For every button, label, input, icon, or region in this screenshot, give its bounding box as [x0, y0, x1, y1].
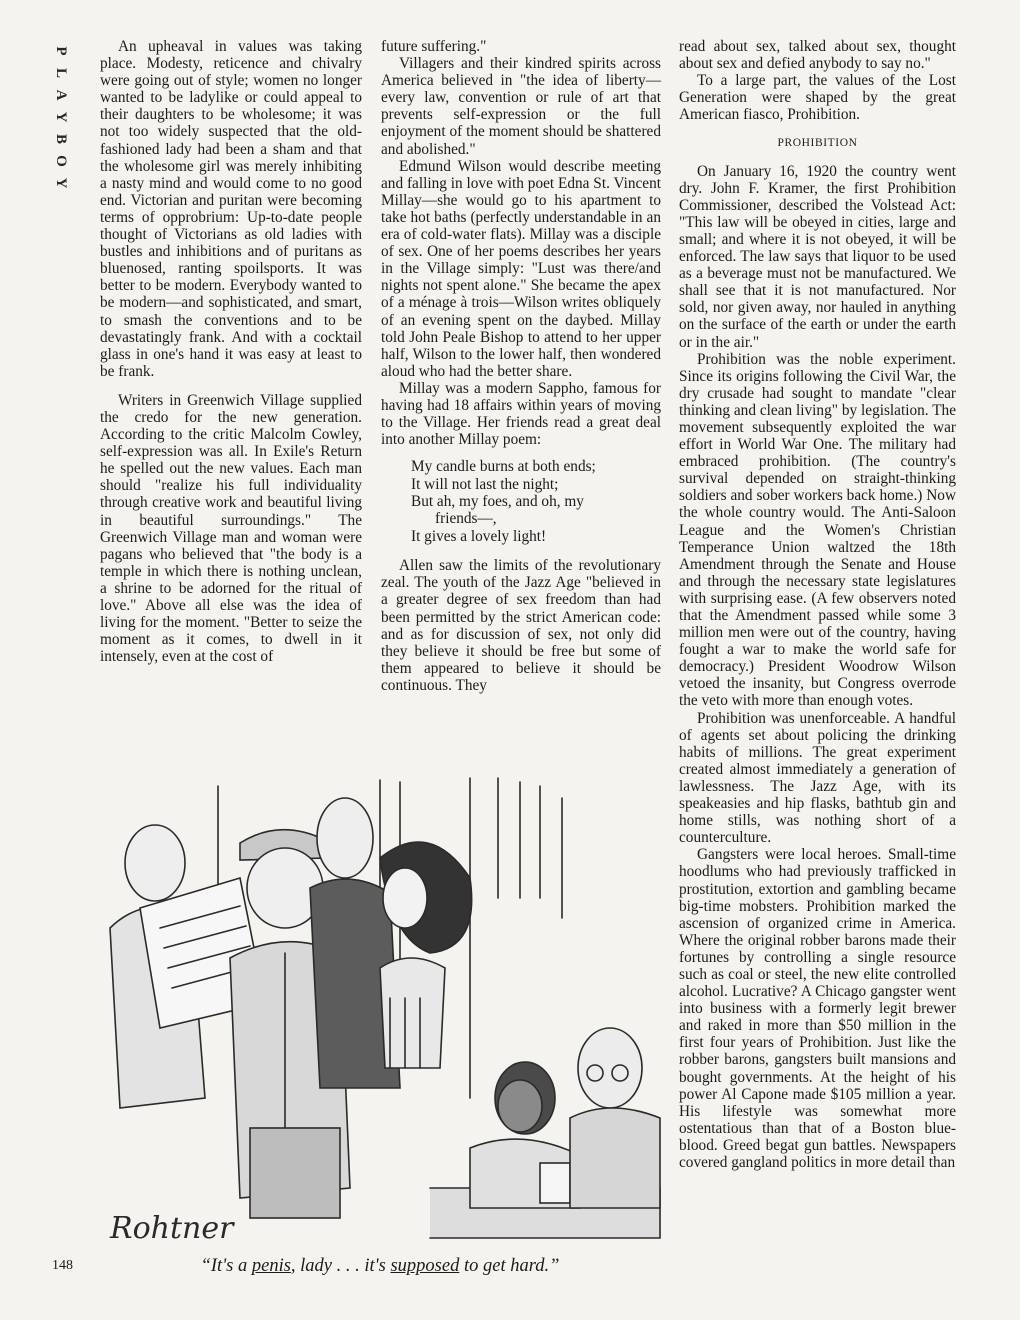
cartoon-caption: “It's a penis, lady . . . it's supposed to get hard.”: [200, 1256, 560, 1276]
poem-line: friends—,: [435, 510, 497, 528]
poem-line: My candle burns at both ends;: [411, 458, 596, 476]
column-2: [381, 38, 661, 694]
paragraph: On January 16, 1920 the country went dry. John F. Kramer, the first Prohibition Commissioner, described the Volstead Act: "This law will be obeyed in cities, large and small; and where it is not obeyed, it will be enforced. The law says that liquor to be used as a beverage must not be manufactured. We shall see that it is not manufactured. Nor sold, nor given away, nor hauled in anything on the surface of the earth or under the earth or in the air.": [679, 162, 956, 351]
column-3: [679, 38, 956, 1171]
page-number: 148: [52, 1258, 73, 1273]
paragraph: Prohibition was unenforceable. A handful of agents set about policing the drinking habits of millions. The great experiment created almost immediately a generation of lawlessness. The Jazz Age, with its speakeasies and hip flasks, bathtub gin and home stills, was nothing short of a counterculture.: [679, 709, 956, 847]
paragraph: An upheaval in values was taking place. Modesty, reticence and chivalry were going out of style; women no longer wanted to be ladylike or could appeal to their daughters to be wholesome; it was not too widely suspected that the old-fashioned lady had been a sham and that the wholesome girl was merely inhibiting a nasty mind and would come to no good end. Victorian and puritan were becoming terms of opprobrium: Up-to-date people thought of Victorians as old ladies with bustles and inhibitions and of puritans as bluenosed, ranting spoilsports. It was better to be modern. Everybody wanted to be modern—and sophisticated, and smart, to smash the conventions and to be devastatingly frank. And with a cocktail glass in one's hand it was easy at least to be frank.: [100, 38, 362, 380]
paragraph: Millay was a modern Sappho, famous for having had 18 affairs within years of moving to the Village. Her friends read a great deal into another Millay poem:: [381, 379, 661, 449]
paragraph: Prohibition was the noble experiment. Since its origins following the Civil War, the dry crusade had sought to mandate "clear thinking and clean living" by legislation. The movement subsequently exploited the war effort in World War One. The military had embraced prohibition. (The country's survival depended on straight-thinking soldiers and sober workers back home.) Now the whole country would. The Anti-Saloon League and the Women's Christian Temperance Union waltzed the 18th Amendment through the Senate and House and through the necessary state legislatures with surprising ease. (A few observers noted that the Amendment passed while some 3 million men were out of the country, having fought a war to make the world safe for democracy.) President Woodrow Wilson vetoed the insanity, but Congress overrode the veto with more than enough votes.: [679, 350, 956, 710]
column-1: [100, 38, 362, 665]
cartoon-illustration: [100, 768, 665, 1254]
paragraph: Writers in Greenwich Village supplied the credo for the new generation. According to the critic Malcolm Cowley, self-expression was all. In Exile's Return he spelled out the new values. Each man should "realize his full individuality through creative work and beautiful living in beautiful surroundings." The Greenwich Village man and woman were pagans who believed that "the body is a temple in which there is nothing unclean, a shrine to be adorned for the ritual of love." Above all else was the idea of living for the moment. "Better to seize the moment as it comes, to dwell in it intensely, even at the cost of: [100, 391, 362, 666]
paragraph: future suffering.": [381, 38, 487, 55]
paragraph: Edmund Wilson would describe meeting and falling in love with poet Edna St. Vincent Millay—she would go to his apartment to take hot baths (perfectly understandable in an era of cold-water flats). Millay was a disciple of sex. One of her poems describes her years in the Village simply: "Lust was there/and nights not spent alone." She became the apex of a ménage à trois—Wilson writes obliquely of an evening spent on the daybed. Millay told John Peale Bishop to attend to her upper half, Wilson to the lower half, then wondered aloud who had the better share.: [381, 157, 661, 380]
poem: [411, 458, 661, 545]
paragraph: read about sex, talked about sex, thought about sex and defied anybody to say no.": [679, 38, 956, 73]
paragraph: Allen saw the limits of the revolutionary zeal. The youth of the Jazz Age "believed in a greater degree of sex freedom than had been permitted by the strict American code: and as for discussion of sex, not only did they believe it should be free but some of them appeared to believe it should be continuous. They: [381, 557, 661, 694]
poem-line: It gives a lovely light!: [411, 527, 547, 545]
paragraph: Villagers and their kindred spirits across America believed in "the idea of liberty—every law, convention or rule of art that prevents self-expression or the full enjoyment of the moment should be shattered and abolished.": [381, 55, 661, 158]
section-heading: PROHIBITION: [777, 137, 858, 150]
cartoonist-signature: Rohtner: [110, 1211, 234, 1246]
poem-line: It will not last the night;: [411, 475, 559, 493]
poem-line: But ah, my foes, and oh, my: [411, 493, 584, 511]
paragraph: To a large part, the values of the Lost Generation were shaped by the great American fiasco, Prohibition.: [679, 72, 956, 124]
paragraph: Gangsters were local heroes. Small-time hoodlums who had previously trafficked in prostitution, extortion and gambling became big-time mobsters. Prohibition marked the ascension of organized crime in America. Where the original robber barons made their fortunes by controlling a single resource such as coal or steel, the new elite controlled alcohol. Lucrative? A Chicago gangster went into business with a formerly legit brewer and raked in more than $50 million in the first four years of Prohibition. Just like the robber barons, gangsters built mansions and bought governments. At the height of his power Al Capone made $105 million a year. His lifestyle was somewhat more ostentatious than that of a Boston blue-blood. Greed begat gun battles. Newspapers covered gangland politics in more detail than: [679, 846, 956, 1171]
masthead: P L A Y B O Y: [53, 46, 69, 189]
